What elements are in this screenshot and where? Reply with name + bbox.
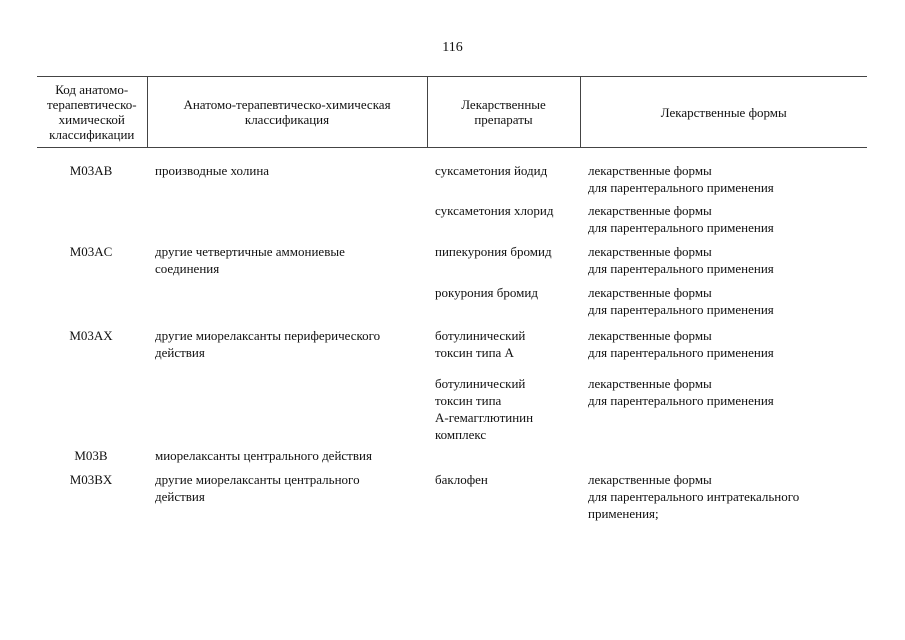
table-row <box>37 319 867 365</box>
atc-code-cell: M03AB <box>69 163 113 178</box>
table-row <box>37 196 867 237</box>
atc-name-cell: другие миорелаксанты периферического действия <box>155 328 381 360</box>
drug-name-cell: ботулинический токсин типа А <box>435 328 526 360</box>
dosage-form-cell <box>580 447 867 471</box>
table-row <box>37 471 867 531</box>
atc-code-cell <box>37 365 147 447</box>
table-row <box>37 447 867 471</box>
atc-name-cell <box>147 278 427 319</box>
header-atc-classification: Анатомо-терапевтическо-химическая классификация <box>147 77 427 148</box>
drug-name-cell: пипекурония бромид <box>435 244 552 259</box>
drug-name-cell: рокурония бромид <box>435 285 538 300</box>
dosage-form-cell: лекарственные формы для парентерального интратекального применения; <box>588 472 800 521</box>
header-dosage-forms: Лекарственные формы <box>580 77 867 148</box>
dosage-form-cell: лекарственные формы для парентерального применения <box>588 285 774 317</box>
atc-code-cell: M03B <box>74 448 108 463</box>
drug-name-cell: баклофен <box>435 472 488 487</box>
drug-name-cell: суксаметония хлорид <box>435 203 554 218</box>
dosage-form-cell: лекарственные формы для парентерального применения <box>588 203 774 235</box>
atc-name-cell: другие четвертичные аммониевые соединения <box>155 244 345 276</box>
atc-name-cell: миорелаксанты центрального действия <box>155 448 372 463</box>
header-code: Код анатомо- терапевтическо- химической классификации <box>37 77 147 148</box>
page-number: 116 <box>442 40 463 55</box>
atc-name-cell: производные холина <box>155 163 270 178</box>
atc-code-cell: M03BX <box>69 472 113 487</box>
table-row <box>37 365 867 447</box>
table-header-row <box>37 77 867 148</box>
atc-code-cell: M03AC <box>69 244 113 259</box>
drug-name-cell <box>427 447 580 471</box>
atc-name-cell: другие миорелаксанты центрального действия <box>155 472 360 504</box>
dosage-form-cell: лекарственные формы для парентерального применения <box>588 163 774 195</box>
atc-name-cell <box>147 365 427 447</box>
table-row <box>37 148 867 197</box>
atc-name-cell <box>147 196 427 237</box>
dosage-form-cell: лекарственные формы для парентерального применения <box>588 244 774 276</box>
header-drugs: Лекарственные препараты <box>427 77 580 148</box>
atc-code-cell <box>37 278 147 319</box>
table-row <box>37 278 867 319</box>
drug-name-cell: суксаметония йодид <box>435 163 548 178</box>
dosage-form-cell: лекарственные формы для парентерального применения <box>588 376 774 408</box>
classification-table <box>37 76 867 531</box>
atc-code-cell <box>37 196 147 237</box>
table-row <box>37 237 867 278</box>
drug-name-cell: ботулинический токсин типа А-гемагглютинин комплекс <box>435 376 534 442</box>
atc-code-cell: M03AX <box>69 328 113 343</box>
dosage-form-cell: лекарственные формы для парентерального применения <box>588 328 774 360</box>
